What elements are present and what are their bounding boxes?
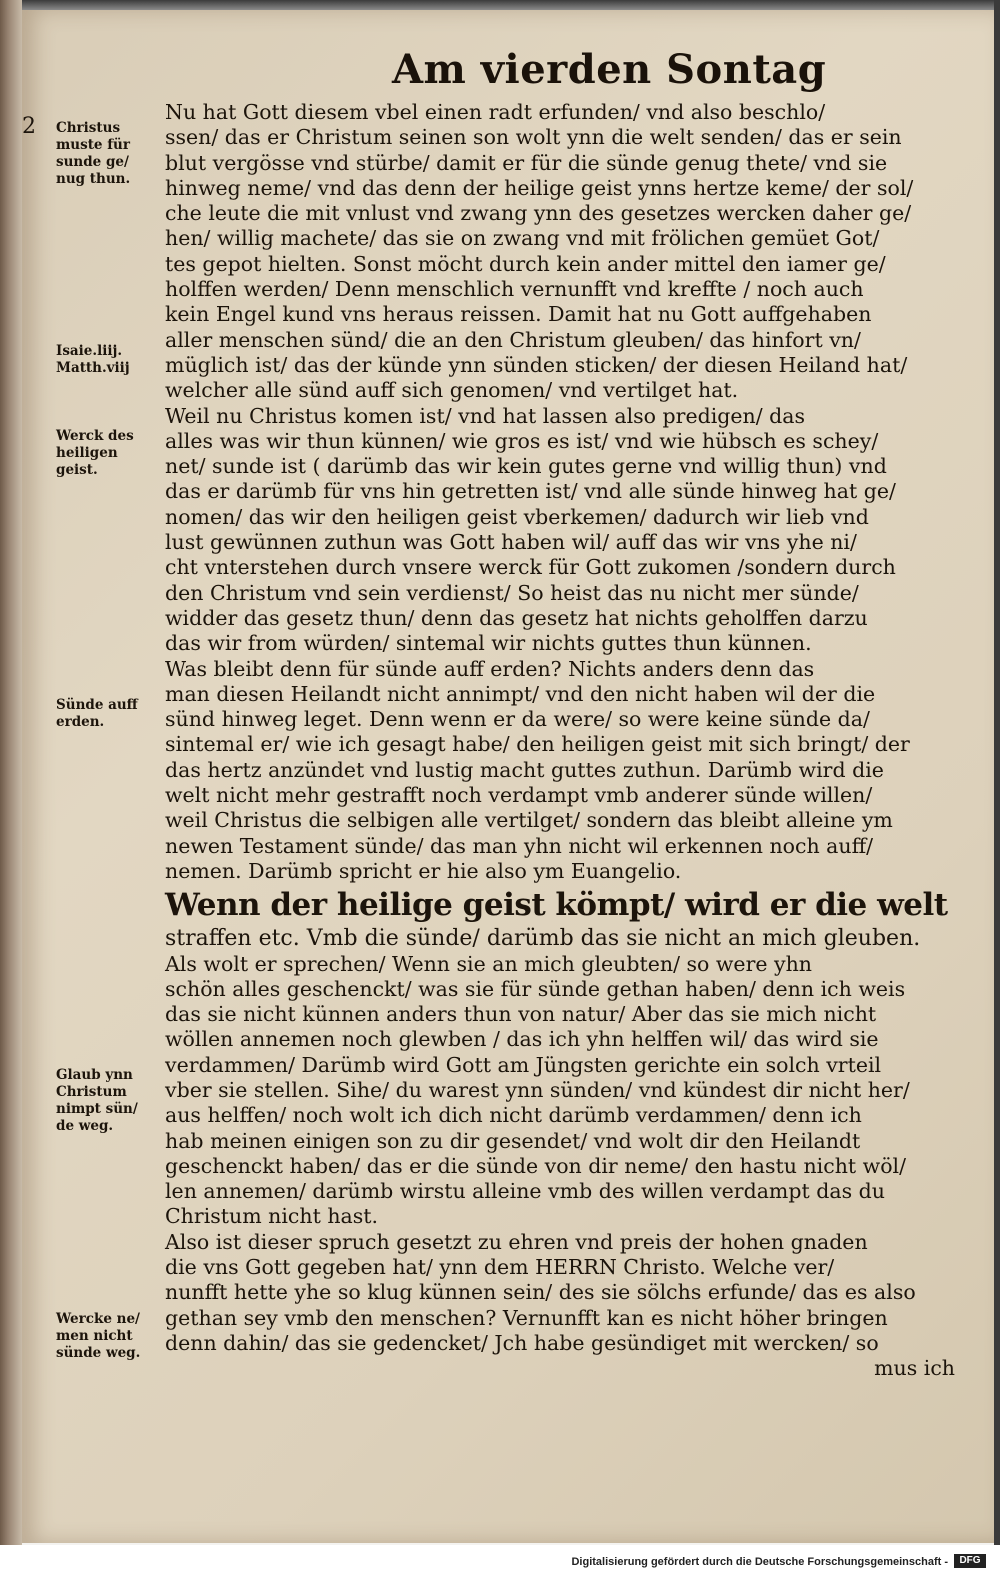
text-line: tes gepot hielten. Sonst möcht durch kein ander mittel den iamer ge/: [165, 251, 886, 276]
binding-edge: [0, 0, 22, 1545]
text-line: holffen werden/ Denn menschlich vernunfft vnd krefftе / noch auch: [165, 277, 864, 302]
text-line: weil Christus die selbigen alle vertilget/ sondern das bleibt alleine ym: [165, 808, 893, 833]
text-line: geschenckt haben/ das er die sünde von dir neme/ den hastu nicht wöl/: [165, 1153, 907, 1178]
margin-note-line: Christum: [56, 1084, 127, 1100]
text-line: hen/ willig machete/ das sie on zwang vnd mit frölichen gemüet Got/: [165, 226, 880, 251]
margin-note: [56, 1067, 160, 1135]
margin-note-line: Isaie.liij.: [56, 343, 123, 359]
text-line: müglich ist/ das der künde ynn sünden sticken/ der diesen Heiland hat/: [165, 352, 908, 377]
text-line: das hertz anzündet vnd lustig macht guttes zuthun. Darümb wird die: [165, 757, 884, 782]
text-line: welt nicht mehr gestrafft noch verdampt vmb anderer sünde willen/: [165, 783, 873, 808]
text-line: schön alles geschenckt/ was sie für sünde gethan haben/ denn ich weis: [165, 976, 906, 1001]
margin-note-line: heiligen: [56, 445, 118, 461]
margin-note-line: Werck des: [56, 428, 134, 444]
margin-note-line: nimpt sün/: [56, 1101, 138, 1117]
text-line: widder das gesetz thun/ denn das gesetz hat nichts geholffen darzu: [165, 605, 868, 630]
margin-note-line: sünde weg.: [56, 1345, 141, 1361]
text-line: Also ist dieser spruch gesetzt zu ehren vnd preis der hohen gnaden: [165, 1229, 868, 1254]
margin-note: [56, 120, 160, 188]
text-line: alles was wir thun künnen/ wie gros es ist/ vnd wie hübsch es schey/: [165, 428, 879, 453]
text-line: aus helffen/ noch wolt ich dich nicht darümb verdammen/ denn ich: [165, 1103, 862, 1128]
margin-note-line: men nicht: [56, 1328, 133, 1344]
text-line: hinweg neme/ vnd das denn der heilige geist ynns hertze keme/ der sol/: [165, 175, 914, 200]
margin-note-line: de weg.: [56, 1118, 114, 1134]
text-line: net/ sunde ist ( darümb das wir kein gutes gerne vnd willig thun) vnd: [165, 454, 887, 479]
text-line: cht vnterstehen durch vnsere werck für Gott zukomen /sondern durch: [165, 555, 896, 580]
margin-note-line: erden.: [56, 714, 105, 730]
text-line: Christum nicht hast.: [165, 1204, 379, 1229]
margin-note-line: Glaub ynn: [56, 1067, 133, 1083]
digitization-credit: Digitalisierung gefördert durch die Deutsche Forschungsgemeinschaft -: [571, 1556, 948, 1568]
text-line: welcher alle sünd auff sich genomen/ vnd vertilget hat.: [165, 378, 739, 403]
text-line: den Christum vnd sein verdienst/ So heist das nu nicht mer sünde/: [165, 580, 859, 605]
margin-note-line: Christus: [56, 120, 121, 136]
text-line: das sie nicht künnen anders thun von natur/ Aber das sie mich nicht: [165, 1002, 877, 1027]
text-line: Als wolt er sprechen/ Wenn sie an mich gleubten/ so were yhn: [165, 951, 813, 976]
text-line: nunfft hette yhe so klug künnen sein/ des sie sölchs erfunde/ das es also: [165, 1280, 916, 1305]
text-line: newen Testament sünde/ das man yhn nicht wil erkennen noch auff/: [165, 833, 874, 858]
margin-note-line: geist.: [56, 462, 98, 478]
text-line: verdammen/ Darümb wird Gott am Jüngsten gerichte ein solch vrteil: [165, 1052, 882, 1077]
text-line: aller menschen sünd/ die an den Christum gleuben/ das hinfort vn/: [165, 327, 861, 352]
margin-note: [56, 343, 160, 377]
text-line: nemen. Darümb spricht er hie also ym Euangelio.: [165, 858, 682, 883]
catchword: mus ich: [874, 1356, 955, 1381]
margin-note: [56, 1311, 160, 1362]
dfg-logo: DFG: [954, 1554, 986, 1568]
top-edge: [22, 0, 1000, 10]
text-line: Weil nu Christus komen ist/ vnd hat lassen also predigen/ das: [165, 403, 806, 428]
text-line: sintemal er/ wie ich gesagt habe/ den heiligen geist mit sich bringt/ der: [165, 732, 910, 757]
margin-note-line: sunde ge/: [56, 154, 129, 170]
margin-note: [56, 428, 160, 479]
text-line: lust gewünnen zuthun was Gott haben wil/ auff das wir vns yhe ni/: [165, 530, 857, 555]
margin-note: [56, 697, 160, 731]
text-line: Nu hat Gott diesem vbel einen radt erfunden/ vnd also beschlo/: [165, 100, 826, 124]
body-text: [165, 100, 975, 1382]
text-line: denn dahin/ das sie gedencket/ Jch habe gesündiget mit wercken/ so: [165, 1330, 879, 1355]
page-mark: 2: [22, 114, 36, 139]
text-line: das er darümb für vns hin getretten ist/ vnd alle sünde hinweg hat ge/: [165, 479, 896, 504]
text-line: blut vergösse vnd stürbe/ damit er für die sünde genug thete/ vnd sie: [165, 150, 888, 175]
margin-note-line: Matth.viij: [56, 360, 130, 376]
text-line: kein Engel kund vns heraus reissen. Damit hat nu Gott auffgehaben: [165, 302, 872, 327]
scripture-heading: Wenn der heilige geist kömpt/ wird er die welt: [165, 887, 948, 924]
text-line: len annemen/ darümb wirstu alleine vmb des willen verdampt das du: [165, 1179, 885, 1204]
text-line: Was bleibt denn für sünde auff erden? Nichts anders denn das: [165, 656, 815, 681]
margin-note-line: nug thun.: [56, 171, 131, 187]
margin-note-line: Sünde auff: [56, 697, 138, 713]
text-line: das wir from würden/ sintemal wir nichts guttes thun künnen.: [165, 631, 812, 656]
margin-note-line: muste für: [56, 137, 130, 153]
text-line: sünd hinweg leget. Denn wenn er da were/ so were keine sünde da/: [165, 707, 870, 732]
text-line: die vns Gott gegeben hat/ ynn dem HERRN Christo. Welche ver/: [165, 1255, 835, 1280]
running-header: Am vierden Sontag: [392, 46, 827, 93]
text-line: nomen/ das wir den heiligen geist vberkemen/ dadurch wir lieb vnd: [165, 504, 869, 529]
text-line: vber sie stellen. Sihe/ du warest ynn sünden/ vnd kündest dir nicht her/: [165, 1077, 910, 1102]
text-line: ssen/ das er Christum seinen son wolt ynn die welt senden/ das er sein: [165, 125, 902, 150]
margin-note-line: Wercke ne/: [56, 1311, 140, 1327]
text-line: hab meinen einigen son zu dir gesendet/ vnd wolt dir den Heilandt: [165, 1128, 861, 1153]
scripture-subheading: straffen etc. Vmb die sünde/ darümb das sie nicht an mich gleuben.: [165, 926, 921, 952]
text-line: wöllen annemen noch glewben / das ich yhn helffen wil/ das wird sie: [165, 1027, 879, 1052]
right-edge: [994, 0, 1000, 1545]
text-line: che leute die mit vnlust vnd zwang ynn des gesetzes wercken daher ge/: [165, 201, 912, 226]
text-line: man diesen Heilandt nicht annimpt/ vnd den nicht haben wil der die: [165, 681, 876, 706]
text-line: gethan sey vmb den menschen? Vernunfft kan es nicht höher bringen: [165, 1305, 888, 1330]
